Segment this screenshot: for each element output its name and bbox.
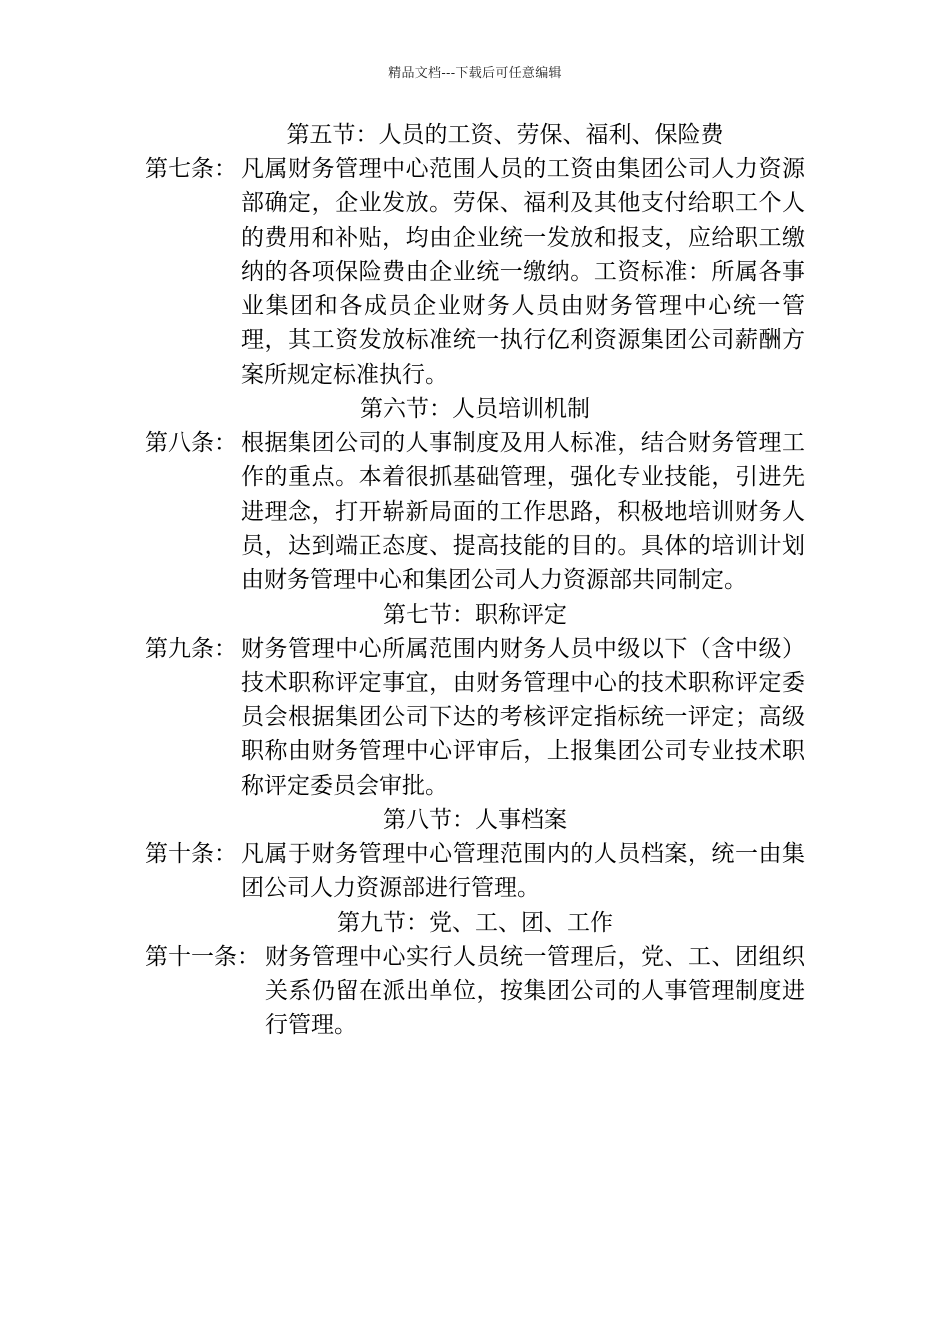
page-header: 精品文档---下载后可任意编辑	[388, 66, 562, 81]
article-7	[145, 152, 805, 392]
article-10-label: 第十条：	[145, 841, 237, 868]
article-7-text: 凡属财务管理中心范围人员的工资由集团公司人力资源部确定，企业发放。劳保、福利及其他支付给职工个人的费用和补贴，均由企业统一发放和报支，应给职工缴纳的各项保险费由企业统一缴纳。工资标准：所属各事业集团和各成员企业财务人员由财务管理中心统一管理，其工资发放标准统一执行亿利资源集团公司薪酬方案所规定标准执行。	[241, 156, 805, 388]
section-heading-5: 第五节：人员的工资、劳保、福利、保险费	[286, 122, 724, 148]
article-8-text: 根据集团公司的人事制度及用人标准，结合财务管理工作的重点。本着很抓基础管理，强化专业技能，引进先进理念，打开崭新局面的工作思路，积极地培训财务人员，达到端正态度、提高技能的目的。具体的培训计划由财务管理中心和集团公司人力资源部共同制定。	[241, 430, 805, 594]
section-heading-8: 第八节：人事档案	[383, 807, 567, 834]
section-heading-6: 第六节：人员培训机制	[360, 396, 590, 423]
section-heading-9: 第九节：党、工、团、工作	[337, 909, 613, 936]
article-8	[145, 426, 805, 597]
article-11-label: 第十一条：	[145, 943, 260, 970]
article-10	[145, 837, 805, 906]
article-9-label: 第九条：	[145, 635, 237, 662]
section-heading-7: 第七节：职称评定	[383, 601, 567, 628]
article-9	[145, 632, 805, 803]
article-7-label: 第七条：	[145, 156, 237, 182]
article-9-text: 财务管理中心所属范围内财务人员中级以下（含中级）技术职称评定事宜，由财务管理中心的技术职称评定委员会根据集团公司下达的考核评定指标统一评定；高级职称由财务管理中心评审后，上报集团公司专业技术职称评定委员会审批。	[241, 635, 805, 799]
article-11-text: 财务管理中心实行人员统一管理后，党、工、团组织关系仍留在派出单位，按集团公司的人事管理制度进行管理。	[265, 943, 805, 1039]
article-11	[145, 940, 805, 1043]
article-8-label: 第八条：	[145, 430, 237, 457]
document-body	[145, 118, 805, 1043]
article-10-text: 凡属于财务管理中心管理范围内的人员档案，统一由集团公司人力资源部进行管理。	[241, 841, 805, 902]
